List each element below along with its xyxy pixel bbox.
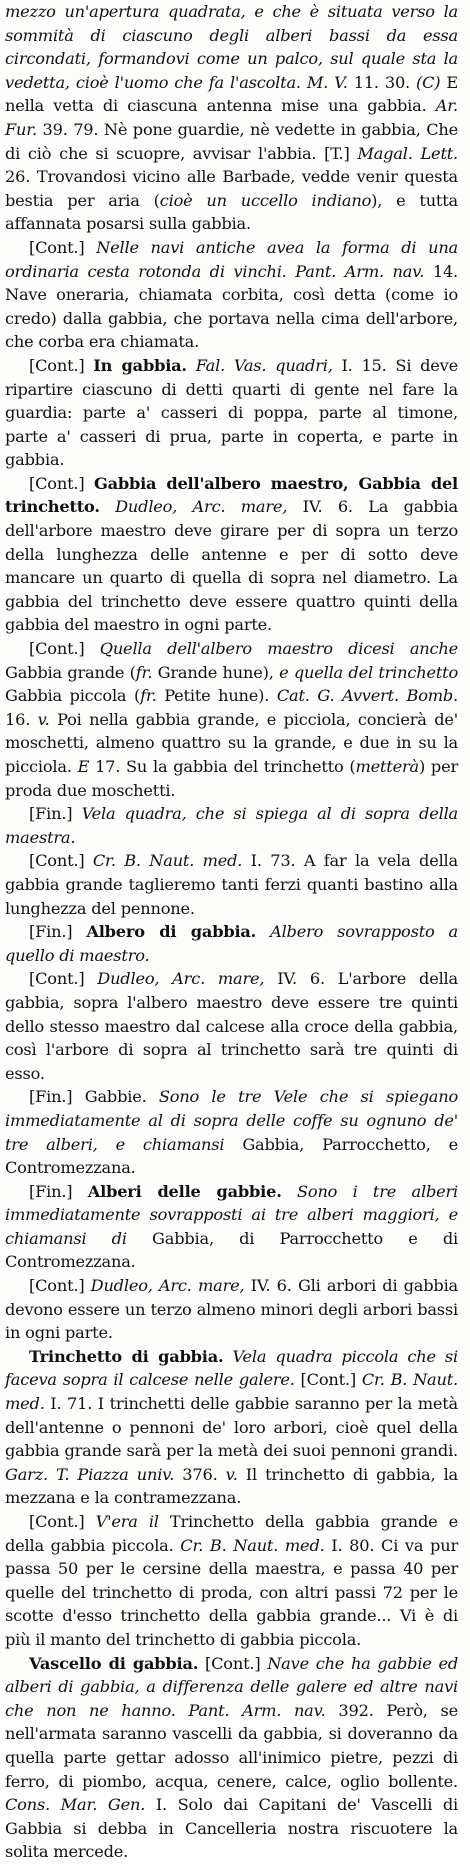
entry-vascello-di-gabbia: [5, 1652, 458, 1864]
headword: Vascello di gabbia.: [29, 1653, 199, 1673]
entry-albero-di-gabbia-citation: [5, 967, 458, 1085]
headword: Albero di gabbia.: [86, 922, 257, 942]
entry-gabbie: [5, 1085, 458, 1179]
italic-text: cioè un uccello indiano: [159, 190, 372, 210]
italic-text: Vela quadra piccola che si faceva sopra il calcese nelle galere.: [5, 1346, 458, 1390]
text-run: ) per proda due moschetti.: [5, 757, 458, 800]
text-run: Gabbia, di Parrocchetto e di Contromezzana.: [5, 1228, 458, 1272]
text-run: IV. 6. Gli arbori di gabbia devono essere un terzo almeno minori degli arbori bassi in ogni parte.: [5, 1276, 459, 1343]
italic-text: Cr. B. Naut. med.: [5, 1370, 458, 1414]
text-run: IV. 6. L'arbore della gabbia, sopra l'albero maestro deve essere tre quinti dello stesso maestro dal calcese alla croce della gabbia, così l'arbore di sopra al trinchetto sarà tre quinti di esso.: [5, 969, 458, 1083]
text-run: Il trinchetto di gabbia, la mezzana e la contramezzana.: [5, 1464, 458, 1508]
headword: Gabbia dell'albero maestro, Gabbia del trinchetto.: [5, 473, 458, 517]
italic-text: Ar. Fur.: [5, 96, 458, 139]
text-run: [282, 1182, 297, 1201]
text-run: Gabbia piccola (: [5, 686, 141, 706]
entry-gabbia-ancient-ships: [5, 236, 458, 354]
text-run: Grande hune),: [152, 662, 280, 682]
entry-alberi-delle-gabbie-citation: [5, 1274, 458, 1345]
entry-gabbia-albero-maestro: [5, 472, 458, 637]
italic-text: metterà: [355, 757, 419, 776]
italic-text: Vela quadra, che si spiega al di sopra della maestra.: [5, 804, 458, 847]
italic-text: v.: [37, 709, 50, 729]
entry-gabbia-vela-citation: [5, 849, 458, 920]
text-run: 17. Su la gabbia del trinchetto (: [89, 757, 356, 776]
text-run: [100, 497, 115, 516]
text-run: [Cont.]: [29, 1512, 96, 1531]
italic-text: (C): [415, 72, 441, 92]
italic-text: Dudleo, Arc. mare,: [115, 497, 288, 517]
entry-in-gabbia: [5, 354, 458, 472]
entry-alberi-delle-gabbie: [5, 1180, 458, 1274]
text-run: Trinchetto della gabbia grande e della gabbia piccola.: [5, 1512, 458, 1555]
text-run: 11. 30.: [353, 72, 416, 92]
entry-albero-di-gabbia: [5, 920, 458, 967]
text-run: Gabbia, Parrocchetto, e Contromezzana.: [5, 1134, 458, 1178]
text-run: 26. Trovandosi vicino alle Barbade, vedde venir questa bestia per aria (: [5, 167, 458, 210]
text-run: [256, 922, 270, 941]
text-run: 392. Però, se nell'armata saranno vascelli da gabbia, si doveranno da quella parte gettar adosso all'inimico pietre, pezzi di ferro, di piombo, acqua, cenere, calce, oglio bollente.: [5, 1700, 458, 1791]
text-run: [Fin.]: [29, 1181, 88, 1201]
text-run: 376.: [174, 1464, 226, 1484]
italic-text: Albero sovrapposto a quello di maestro.: [5, 922, 458, 965]
text-run: Petite hune).: [156, 686, 277, 706]
italic-text: fr.: [140, 686, 157, 706]
italic-text: Cr. B. Naut. med.: [92, 851, 243, 871]
italic-text: Dudleo, Arc. mare,: [90, 1276, 245, 1296]
entry-trinchetto-di-gabbia: [5, 1345, 458, 1510]
italic-text: Nave che ha gabbie ed alberi di gabbia, a differenza delle galere ed altre navi che non ne hanno. Pant. Arm. nav.: [5, 1653, 458, 1720]
text-run: 16.: [5, 709, 38, 729]
text-run: IV. 6. La gabbia dell'arbore maestro deve girare per di sopra un terzo della lunghezza delle antenne e per di sotto deve mancare un quarto di quella di sopra nel diametro. La gabbia del trinchetto deve essere quattro quinti della gabbia del maestro in ogni parte.: [5, 497, 458, 635]
italic-text: Garz. T. Piazza univ.: [5, 1464, 175, 1484]
text-run: [Cont.]: [29, 1276, 91, 1296]
italic-text: Sono i tre alberi immediatamente sovrapposti ai tre alberi maggiori, e chiamansi di: [5, 1181, 458, 1248]
text-run: [187, 356, 196, 375]
italic-text: Quella dell'albero maestro dicesi anche: [99, 639, 458, 659]
headword: Alberi delle gabbie.: [87, 1181, 282, 1201]
text-run: Gabbia grande (: [5, 662, 136, 682]
italic-text: V'era il: [95, 1512, 159, 1531]
italic-text: E: [77, 757, 90, 776]
italic-text: Cr. B. Naut. med.: [180, 1535, 325, 1555]
entry-gabbia-grande-piccola: [5, 637, 458, 802]
headword: Trinchetto di gabbia.: [29, 1346, 224, 1366]
text-run: I. 80. Ci va pur passa 50 per le cersine della maestra, e passa 40 per quelle del trinchetto di proda, con altri passi 72 per le scotte d'esso trinchetto della gabbia grande... Vi è di più il manto del trinchetto di gabbia piccola.: [5, 1535, 458, 1649]
italic-text: Cat. G. Avvert. Bomb.: [276, 686, 458, 706]
text-run: I. Solo dai Capitani de' Vascelli di Gabbia si debba in Cancelleria nostra riscuotere la solita mercede.: [5, 1795, 458, 1862]
text-run: 14. Nave oneraria, chiamata corbita, così detta (come io credo) dalla gabbia, che portava nella cima dell'arbore, che corba era chiamata.: [5, 261, 459, 352]
text-run: [Fin.]: [29, 804, 82, 824]
text-run: [Cont.]: [29, 639, 100, 659]
italic-text: e quella del trinchetto: [279, 662, 458, 682]
text-run: I. 71. I trinchetti delle gabbie saranno per la metà dell'antenne o pennoni de' loro arbori, cioè quel della gabbia grande sarà per la metà dei suoi pennoni grandi.: [5, 1394, 458, 1461]
text-run: I. 15. Si deve ripartire ciascuno di detti quarti di gente nel fare la guardia: parte a' casseri di poppa, parte al timone, parte a' casseri di prua, parte in coperta, e parte in gabbia.: [5, 355, 458, 470]
text-run: [Fin.]: [29, 922, 87, 942]
italic-text: Magal. Lett.: [357, 143, 458, 163]
text-run: [Cont.]: [29, 355, 94, 375]
text-run: [Cont.]: [29, 851, 93, 871]
italic-text: Sono le tre Vele che si spiegano immediatamente al di sopra delle coffe su ognuno de' tre alberi, e chiamansi: [5, 1087, 458, 1154]
italic-text: fr.: [135, 662, 153, 682]
text-run: [Cont.]: [198, 1653, 268, 1673]
italic-text: Dudleo, Arc. mare,: [97, 969, 265, 989]
text-run: I. 73. A far la vela della gabbia grande taglieremo tanti ferzi quanti bastino alla lunghezza del pennone.: [5, 851, 458, 918]
italic-text: Nelle navi antiche avea la forma di una ordinaria cesta rotonda di vinchi. Pant. Arm. nav.: [5, 237, 458, 281]
italic-text: Fal. Vas. quadri,: [195, 355, 333, 375]
italic-text: Cons. Mar. Gen.: [5, 1795, 146, 1815]
italic-text: mezzo un'apertura quadrata, e che è situata verso la sommità di ciascuno degli alberi bassi da essa circondati, formandovi come un palco, sul quale sta la vedetta, cioè l'uomo che fa l'ascolta. M. V.: [5, 2, 458, 92]
entry-gabbia-vela-quadra: [5, 802, 458, 849]
text-run: [223, 1347, 232, 1366]
text-run: E nella vetta di ciascuna antenna mise una gabbia.: [5, 72, 459, 116]
text-run: [Cont.]: [29, 969, 98, 989]
text-run: [Fin.] Gabbie.: [29, 1087, 159, 1107]
text-run: [Cont.]: [294, 1370, 362, 1390]
text-run: Poi nella gabbia grande, e picciola, concierà de' moschetti, almeno quattro su la grande, e due in su la picciola.: [5, 709, 458, 776]
italic-text: v.: [225, 1464, 238, 1484]
text-run: [Cont.]: [29, 473, 94, 493]
entry-gabbia-definition-continued: [5, 0, 458, 236]
text-run: 39. 79. Nè pone guardie, nè vedette in gabbia, Che di ciò che si scuopre, avvisar l'abbia. [T.]: [5, 119, 458, 163]
text-run: ), e tutta affannata posarsi sulla gabbia.: [5, 190, 458, 234]
text-run: [Cont.]: [29, 237, 97, 257]
headword: In gabbia.: [93, 355, 187, 375]
entry-trinchetto-di-gabbia-citation: [5, 1510, 458, 1652]
